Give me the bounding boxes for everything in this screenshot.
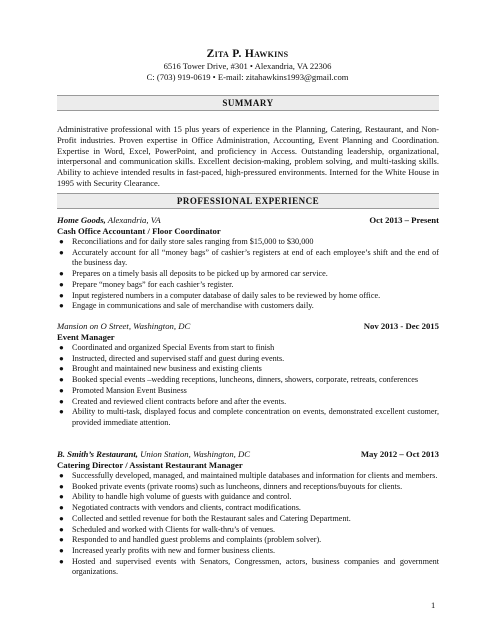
- bullet-icon: ●: [59, 503, 64, 513]
- job-bullet: ● Ability to multi-task, displayed focus and complete concentration on events, demonstrated excellent customer, provided immediate attention.: [59, 407, 439, 427]
- job-bullet: ● Collected and settled revenue for both the Restaurant sales and Catering Department.: [59, 513, 351, 523]
- job-bullet: ● Hosted and supervised events with Senators, Congressmen, actors, business companies and government organizations.: [59, 556, 439, 577]
- bullet-icon: ●: [59, 407, 64, 417]
- bullet-icon: ●: [59, 545, 64, 555]
- job-bullet: ● Prepare “money bags” for each cashier’s register.: [59, 279, 234, 289]
- bullet-icon: ●: [59, 513, 64, 523]
- bullet-icon: ●: [59, 237, 64, 246]
- job-entry: [57, 215, 439, 312]
- job-bullet: ● Successfully developed, managed, and maintained multiple databases and information for clients and members.: [59, 471, 438, 480]
- job-bullet: ● Brought and maintained new business and existing clients: [59, 364, 262, 374]
- candidate-name: Zita P. Hawkins: [206, 48, 289, 60]
- job-dates: Nov 2013 - Dec 2015: [363, 321, 439, 331]
- job-bullet: ● Reconciliations and for daily store sales ranging from $15,000 to $30,000: [59, 237, 314, 246]
- bullet-icon: ●: [59, 290, 64, 300]
- job-bullet: ● Booked private events (private rooms) such as luncheons, dinners and receptions/buyouts for clients.: [59, 481, 403, 491]
- job-title: Event Manager: [57, 332, 115, 342]
- bullet-icon: ●: [59, 247, 64, 257]
- job-title: Catering Director / Assistant Restaurant Manager: [57, 460, 243, 470]
- job-header: [57, 321, 439, 332]
- job-title: Cash Office Accountant / Floor Coordinator: [57, 226, 221, 236]
- bullet-icon: ●: [59, 375, 64, 385]
- bullet-icon: ●: [59, 364, 64, 374]
- bullet-icon: ●: [59, 385, 64, 395]
- job-dates: May 2012 – Oct 2013: [360, 449, 439, 459]
- bullet-icon: ●: [59, 396, 64, 406]
- bullet-icon: ●: [59, 471, 64, 480]
- address-line: 6516 Tower Drive, #301 • Alexandria, VA 22306: [163, 61, 332, 71]
- job-bullet: ● Prepares on a timely basis all deposits to be picked up by armored car service.: [59, 269, 328, 279]
- bullet-icon: ●: [59, 301, 64, 311]
- contact-line: C: (703) 919-0619 • E-mail: zitahawkins1993@gmail.com: [146, 72, 349, 82]
- bullet-icon: ●: [59, 524, 64, 534]
- experience-heading: PROFESSIONAL EXPERIENCE: [57, 193, 439, 209]
- summary-text: Administrative professional with 15 plus years of experience in the Planning, Catering, Restaurant, and Non-Profit industries. Proven expertise in Office Administration, Accounting, Event Planning and Coordination. Expertise in Word, Excel, PowerPoint, and proficiency in Access. Outstanding leadership, organizational, interpersonal and communication skills. Excellent decision-making, problem solving, and multi-tasking skills. Ability to achieve intended results in fast-paced, high-pressured environments. Interned for the White House in 1995 with Security Clearance.: [57, 124, 439, 188]
- job-bullet-list: [57, 471, 439, 578]
- job-bullet-list: [57, 237, 439, 312]
- resume-header: [0, 47, 495, 83]
- bullet-icon: ●: [59, 269, 64, 279]
- job-employer: Home Goods, Alexandria, VA: [57, 215, 161, 225]
- job-bullet-list: [57, 343, 439, 429]
- job-bullet: ● Booked special events –wedding receptions, luncheons, dinners, showers, corporate, retreats, conferences: [59, 375, 419, 385]
- job-bullet: ● Promoted Mansion Event Business: [59, 385, 187, 395]
- bullet-icon: ●: [59, 279, 64, 289]
- bullet-icon: ●: [59, 481, 64, 491]
- job-bullet: ● Increased yearly profits with new and former business clients.: [59, 545, 276, 555]
- job-bullet: ● Created and reviewed client contracts before and after the events.: [59, 396, 287, 406]
- job-header: [57, 449, 439, 460]
- bullet-icon: ●: [59, 492, 64, 502]
- job-bullet: ● Input registered numbers in a computer database of daily sales to be reviewed by home office.: [59, 290, 381, 300]
- bullet-icon: ●: [59, 353, 64, 363]
- job-employer: B. Smith’s Restaurant, Union Station, Washington, DC: [57, 449, 251, 459]
- job-entry: [57, 321, 439, 429]
- job-bullet: ● Scheduled and worked with Clients for walk-thru’s of venues.: [59, 524, 276, 534]
- job-bullet: ● Engage in communications and sale of merchandise with customers daily.: [59, 301, 314, 311]
- job-header: [57, 215, 439, 226]
- job-bullet: ● Instructed, directed and supervised staff and guest during events.: [59, 353, 285, 363]
- bullet-icon: ●: [59, 535, 64, 545]
- job-dates: Oct 2013 – Present: [369, 215, 439, 225]
- page-number: 1: [431, 600, 436, 610]
- bullet-icon: ●: [59, 556, 64, 566]
- bullet-icon: ●: [59, 343, 64, 352]
- job-employer: Mansion on O Street, Washington, DC: [57, 321, 191, 331]
- job-bullet: ● Negotiated contracts with vendors and clients, contract modifications.: [59, 503, 301, 513]
- job-bullet: ● Accurately account for all “money bags” of cashier’s registers at end of each employee’s shift and the end of the business day.: [59, 247, 439, 268]
- job-entry: [57, 449, 439, 578]
- summary-heading: SUMMARY: [57, 95, 439, 111]
- job-bullet: ● Responded to and handled guest problems and complaints (problem solver).: [59, 535, 322, 545]
- job-bullet: ● Coordinated and organized Special Events from start to finish: [59, 343, 275, 352]
- job-bullet: ● Ability to handle high volume of guests with guidance and control.: [59, 492, 292, 502]
